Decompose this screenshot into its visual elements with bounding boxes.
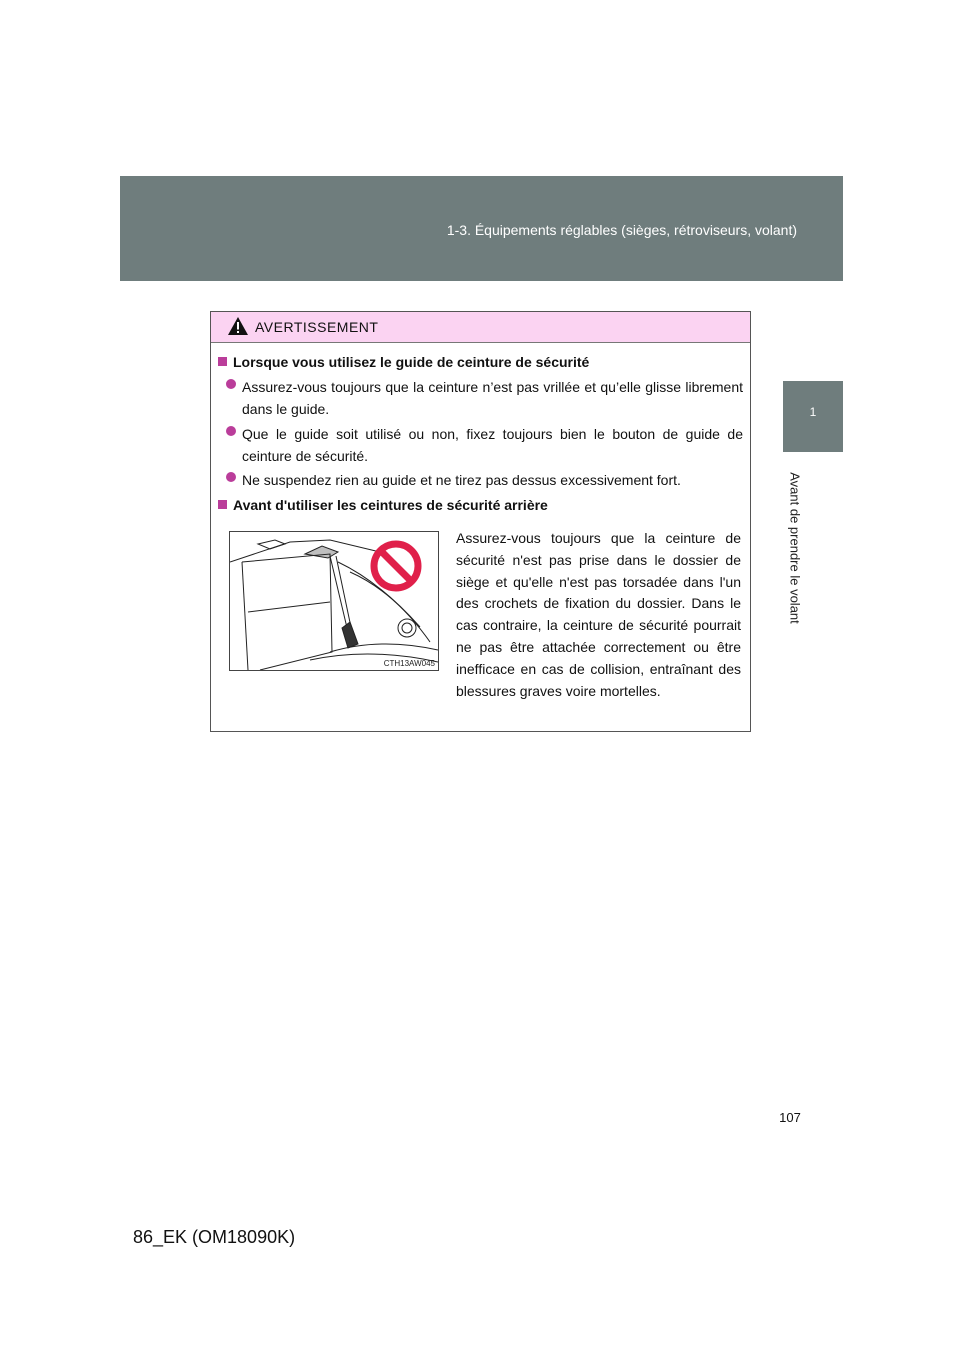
list-item: Ne suspendez rien au guide et ne tirez pas dessus excessivement fort. [226, 469, 743, 491]
warning-header [211, 312, 750, 343]
document-code: 86_EK (OM18090K) [133, 1227, 296, 1247]
round-bullet-icon [226, 472, 236, 482]
figure-caption-text: Assurez-vous toujours que la ceinture de sécurité n'est pas prise dans le dossier de siège et qu'elle n'est pas torsadée dans l'un des crochets de fixation du dossier. Dans le cas contraire, la ceinture de sécurité pourrait ne pas être attachée correctement ou être inefficace en cas de collision, entraînant des blessures graves voire mortelles. [456, 530, 741, 699]
chapter-label-wrap [780, 460, 810, 635]
page-number: 107 [779, 1110, 801, 1125]
rear-seat-belt-illustration [229, 531, 439, 671]
warning-title: AVERTISSEMENT [255, 319, 379, 335]
figure-code: CTH13AW045 [383, 659, 435, 668]
seat-belt-drawing [230, 532, 438, 670]
chapter-label: Avant de prendre le volant [787, 471, 803, 624]
section-title: 1-3. Équipements réglables (sièges, rétroviseurs, volant) [446, 222, 797, 238]
chapter-tab [783, 381, 843, 452]
list-item: Que le guide soit utilisé ou non, fixez toujours bien le bouton de guide de ceinture de sécurité. [226, 423, 743, 467]
warning-box [210, 311, 751, 732]
round-bullet-icon [226, 379, 236, 389]
square-bullet-icon [218, 500, 227, 509]
section-heading-guide: Lorsque vous utilisez le guide de ceinture de sécurité [218, 354, 589, 370]
section-heading-rear-belts: Avant d'utiliser les ceintures de sécurité arrière [218, 497, 548, 513]
round-bullet-icon [226, 426, 236, 436]
square-bullet-icon [218, 357, 227, 366]
chapter-number: 1 [809, 405, 817, 419]
list-item: Assurez-vous toujours que la ceinture n’est pas vrillée et qu’elle glisse librement dans le guide. [226, 376, 743, 420]
header-band [120, 176, 843, 281]
warning-triangle-icon [227, 316, 249, 336]
